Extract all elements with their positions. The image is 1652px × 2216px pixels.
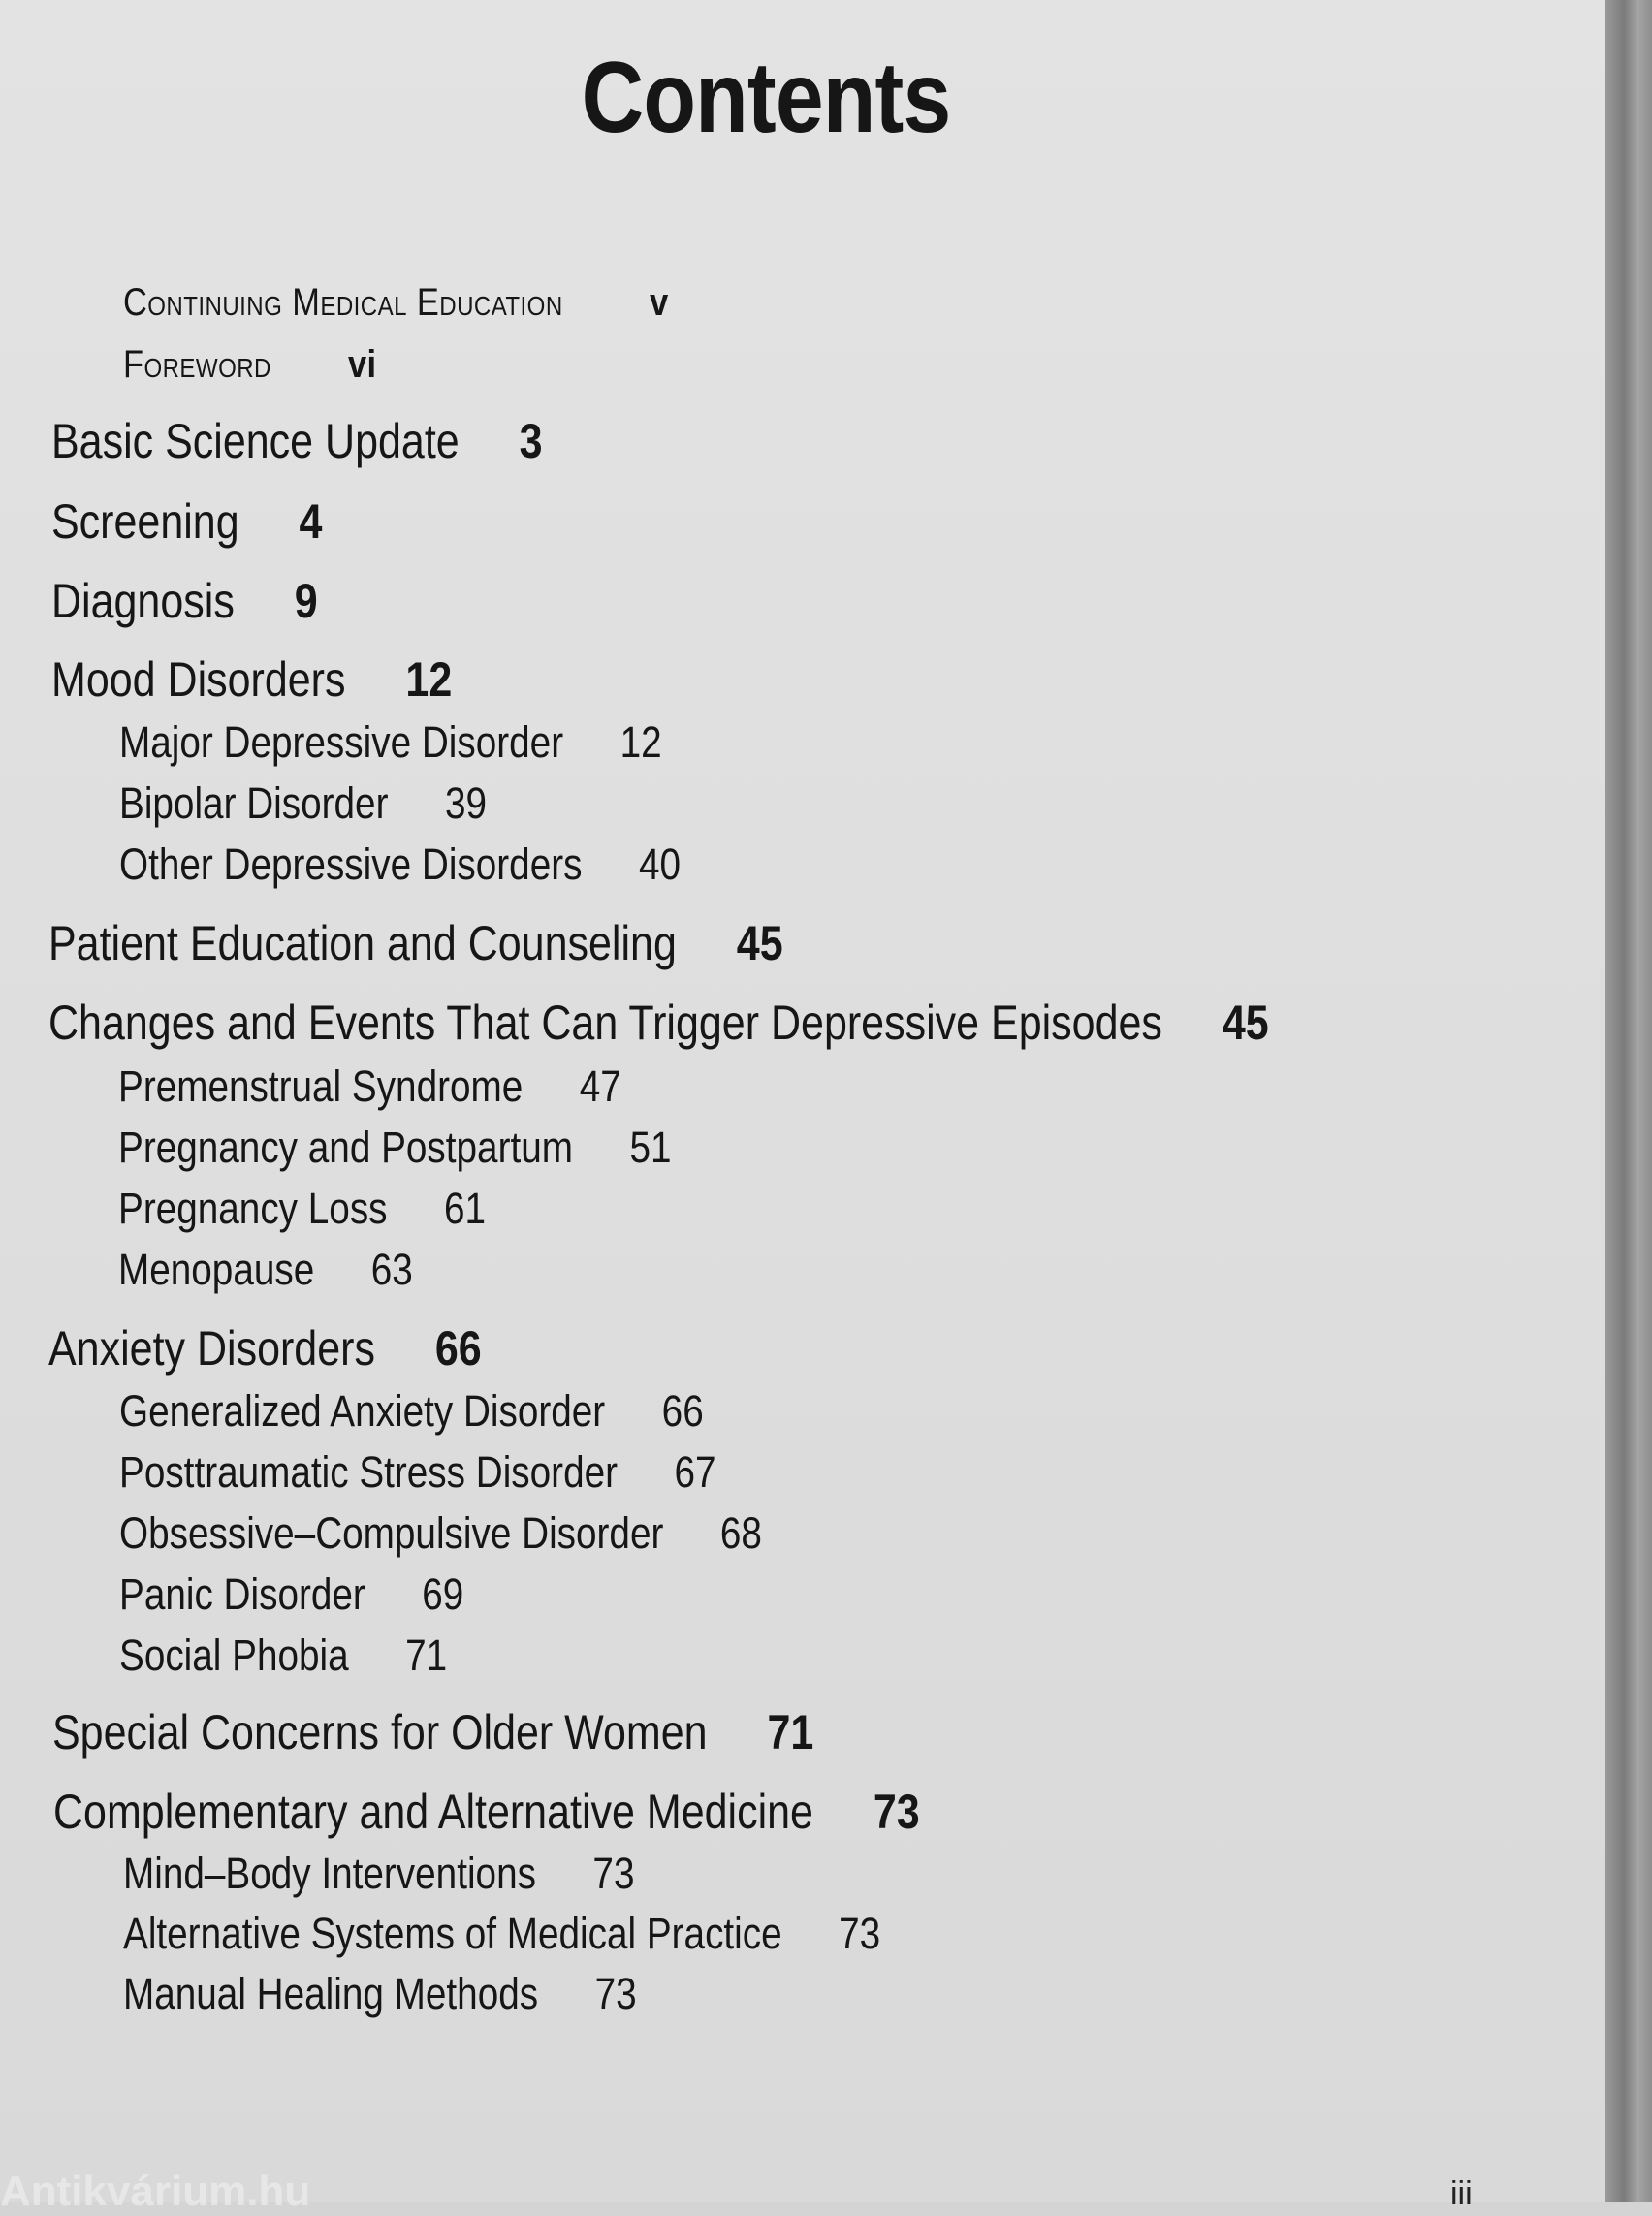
toc-subsection-page: 73	[592, 1849, 635, 1898]
page-title: Contents	[581, 42, 951, 154]
toc-subsection	[123, 1969, 637, 2018]
toc-subsection	[119, 778, 487, 828]
toc-subsection-label: Other Depressive Disorders	[119, 839, 583, 889]
toc-section-page: 3	[519, 414, 543, 468]
toc-subsection-page: 71	[405, 1630, 448, 1680]
toc-subsection	[119, 1630, 448, 1680]
toc-subsection	[119, 717, 662, 767]
toc-section-page: 66	[434, 1321, 482, 1376]
toc-section-page: 73	[873, 1785, 920, 1839]
toc-subsection-page: 47	[579, 1061, 621, 1111]
toc-entry-label: Foreword	[123, 343, 271, 386]
toc-section-label: Complementary and Alternative Medicine	[53, 1785, 813, 1839]
toc-subsection-page: 66	[661, 1386, 704, 1436]
toc-subsection-label: Major Depressive Disorder	[119, 717, 564, 767]
page-folio: iii	[1450, 2175, 1473, 2212]
toc-section	[51, 414, 543, 468]
toc-section	[51, 494, 323, 549]
toc-subsection-page: 73	[594, 1969, 637, 2018]
toc-subsection-page: 61	[444, 1184, 487, 1233]
toc-subsection-label: Posttraumatic Stress Disorder	[119, 1447, 619, 1497]
toc-subsection-page: 73	[839, 1909, 881, 1958]
toc-subsection-label: Pregnancy Loss	[118, 1184, 388, 1233]
toc-section	[51, 574, 318, 628]
toc-front-entry	[123, 345, 377, 384]
watermark: Antikvárium.hu	[0, 2168, 311, 2215]
toc-subsection	[123, 1849, 635, 1898]
toc-section-label: Special Concerns for Older Women	[52, 1705, 708, 1759]
toc-subsection-label: Obsessive–Compulsive Disorder	[119, 1508, 664, 1558]
toc-subsection	[119, 1508, 762, 1558]
toc-section-label: Screening	[51, 494, 239, 549]
toc-entry-page: v	[650, 281, 669, 324]
toc-section	[53, 1785, 920, 1839]
toc-subsection-label: Pregnancy and Postpartum	[118, 1123, 573, 1172]
toc-subsection-label: Alternative Systems of Medical Practice	[123, 1909, 782, 1958]
toc-section	[52, 1705, 814, 1759]
toc-subsection-page: 68	[719, 1508, 762, 1558]
toc-subsection-label: Bipolar Disorder	[119, 778, 389, 828]
toc-section-page: 45	[1222, 996, 1269, 1050]
toc-subsection-page: 12	[620, 717, 662, 767]
toc-section	[48, 916, 783, 970]
toc-section-label: Anxiety Disorders	[48, 1321, 375, 1376]
toc-section-page: 4	[299, 494, 323, 549]
toc-subsection	[118, 1184, 487, 1233]
toc-subsection	[119, 1569, 464, 1619]
toc-subsection	[118, 1061, 621, 1111]
toc-section-page: 9	[294, 574, 318, 628]
toc-subsection	[118, 1245, 413, 1294]
toc-section-label: Patient Education and Counseling	[48, 916, 677, 970]
toc-subsection	[119, 1447, 716, 1497]
toc-subsection-label: Generalized Anxiety Disorder	[119, 1386, 606, 1436]
toc-subsection	[119, 839, 681, 889]
toc-entry-label: Continuing Medical Education	[123, 281, 563, 324]
toc-entry-page: vi	[347, 343, 377, 386]
toc-section-page: 45	[736, 916, 783, 970]
toc-section-page: 12	[405, 652, 453, 707]
toc-subsection-label: Premenstrual Syndrome	[118, 1061, 524, 1111]
toc-section	[48, 1321, 482, 1376]
toc-section-label: Basic Science Update	[51, 414, 460, 468]
toc-subsection-label: Social Phobia	[119, 1630, 349, 1680]
page-edge	[1605, 0, 1652, 2202]
toc-section-label: Diagnosis	[51, 574, 235, 628]
toc-subsection-label: Menopause	[118, 1245, 315, 1294]
toc-subsection-label: Manual Healing Methods	[123, 1969, 539, 2018]
toc-front-entry	[123, 283, 669, 322]
toc-subsection-label: Panic Disorder	[119, 1569, 365, 1619]
toc-subsection-page: 39	[444, 778, 487, 828]
toc-subsection	[118, 1123, 672, 1172]
toc-subsection-page: 51	[629, 1123, 672, 1172]
toc-subsection-page: 40	[638, 839, 681, 889]
toc-subsection-page: 63	[370, 1245, 413, 1294]
toc-section-label: Mood Disorders	[51, 652, 346, 707]
toc-subsection-page: 67	[674, 1447, 716, 1497]
toc-subsection-page: 69	[422, 1569, 464, 1619]
toc-subsection	[123, 1909, 881, 1958]
toc-section-page: 71	[767, 1705, 814, 1759]
toc-subsection-label: Mind–Body Interventions	[123, 1849, 536, 1898]
toc-section-label: Changes and Events That Can Trigger Depressive Episodes	[48, 996, 1162, 1050]
toc-subsection	[119, 1386, 704, 1436]
toc-section	[48, 996, 1269, 1050]
toc-section	[51, 652, 453, 707]
